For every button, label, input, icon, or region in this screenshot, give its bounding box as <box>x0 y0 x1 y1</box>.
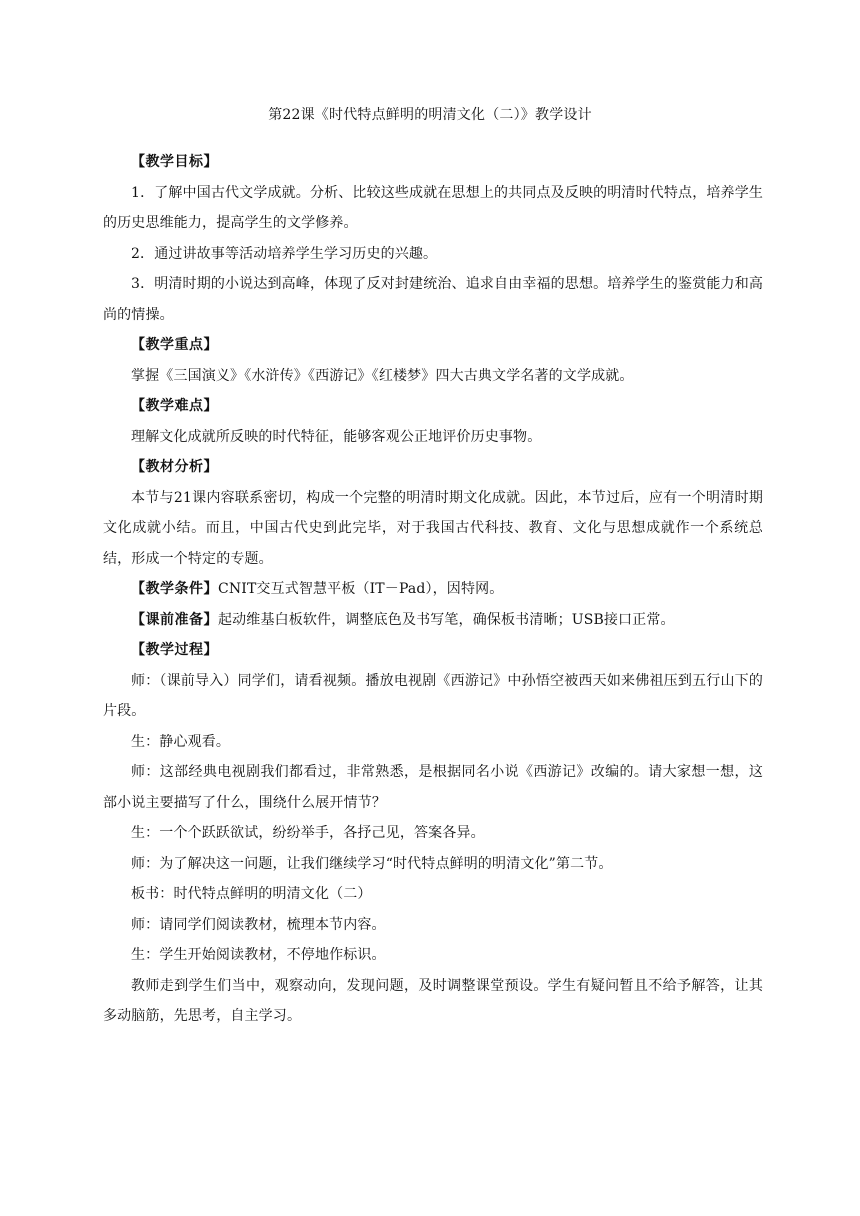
preparation-text: 起动维基白板软件，调整底色及书写笔，确保板书清晰；USB接口正常。 <box>218 611 675 628</box>
document-body <box>103 147 763 1032</box>
conditions-heading: 【教学条件】 <box>131 581 218 597</box>
conditions-paragraph <box>103 574 763 605</box>
process-paragraph: 板书：时代特点鲜明的明清文化（二） <box>131 886 372 902</box>
difficulties-heading: 【教学难点】 <box>131 398 218 414</box>
difficulties-text: 理解文化成就所反映的时代特征，能够客观公正地评价历史事物。 <box>131 428 542 445</box>
analysis-text: 本节与21课内容联系密切，构成一个完整的明清时期文化成就。因此，本节过后，应有一个明清时期文化成就小结。而且，中国古代史到此完毕，对于我国古代科技、教育、文化与思想成就作一个系统总结，形成一个特定的专题。 <box>103 489 763 567</box>
process-paragraph: 生：一个个跃跃欲试，纷纷举手，各抒己见，答案各异。 <box>131 825 485 841</box>
process-paragraph: 教师走到学生们当中，观察动向，发现问题，及时调整课堂预设。学生有疑问暂且不给予解答，让其多动脑筋，先思考，自主学习。 <box>103 977 763 1024</box>
process-paragraph: 师：请同学们阅读教材，梳理本节内容。 <box>131 916 386 933</box>
analysis-heading: 【教材分析】 <box>131 459 218 475</box>
preparation-paragraph <box>103 605 763 636</box>
preparation-heading: 【课前准备】 <box>131 611 218 628</box>
process-paragraph: 师：为了解决这一问题，让我们继续学习“时代特点鲜明的明清文化”第二节。 <box>131 855 613 872</box>
conditions-text: CNIT交互式智慧平板（IT－Pad），因特网。 <box>218 581 504 597</box>
process-paragraph: 生：学生开始阅读教材，不停地作标识。 <box>131 947 386 963</box>
document-title: 第22课《时代特点鲜明的明清文化（二）》教学设计 <box>268 107 592 123</box>
objective-2: 2．通过讲故事等活动培养学生学习历史的兴趣。 <box>131 245 438 262</box>
key-points-text: 掌握《三国演义》《水浒传》《西游记》《红楼梦》四大古典文学名著的文学成就。 <box>131 367 634 384</box>
objective-3: 3．明清时期的小说达到高峰，体现了反对封建统治、追求自由幸福的思想。培养学生的鉴赏能力和高尚的情操。 <box>103 276 763 323</box>
objectives-heading: 【教学目标】 <box>131 154 218 170</box>
process-paragraph: 师：（课前导入）同学们，请看视频。播放电视剧《西游记》中孙悟空被西天如来佛祖压到五行山下的片段。 <box>103 672 763 719</box>
key-points-heading: 【教学重点】 <box>131 337 218 353</box>
process-paragraph: 生：静心观看。 <box>131 733 231 750</box>
process-paragraph: 师：这部经典电视剧我们都看过，非常熟悉，是根据同名小说《西游记》改编的。请大家想一想，这部小说主要描写了什么，围绕什么展开情节？ <box>103 764 763 811</box>
process-heading: 【教学过程】 <box>131 642 218 658</box>
objective-1: 1．了解中国古代文学成就。分析、比较这些成就在思想上的共同点及反映的明清时代特点，培养学生的历史思维能力，提高学生的文学修养。 <box>103 184 763 231</box>
